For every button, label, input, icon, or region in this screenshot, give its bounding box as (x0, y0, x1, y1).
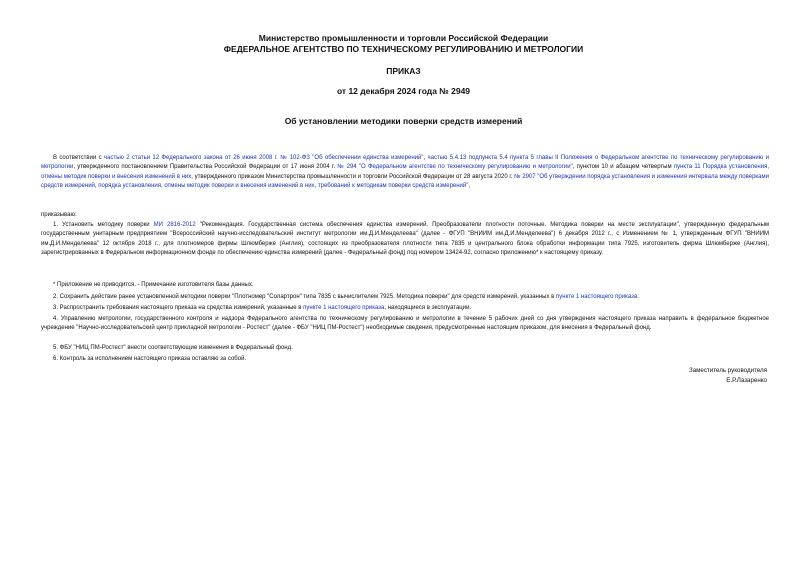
order-item-3 (41, 304, 769, 313)
order-word: приказываю: (41, 212, 77, 218)
point-1-link[interactable]: пункте 1 настоящего приказа (303, 305, 385, 311)
resolution-294-link[interactable]: № 294 "О Федеральном агентстве по техническому регулированию и метрологии" (337, 164, 573, 171)
order-item-4: 4. Управлению метрологии, государственного контроля и надзора Федерального агентства по техническому регулированию и метрологии в течение 5 рабочих дней со дня утверждения настоящего приказа направить в федеральное бюджетное учреждение "Научно-исследовательский центр прикладной метрологии - Ростест" (далее - ФБУ "НИЦ ПМ-Ростест") необходимые сведения, предусмотренные настоящим приказом, для внесения в Федеральный фонд. (41, 316, 769, 332)
document-type: ПРИКАЗ (386, 66, 421, 76)
preamble-text: , пунктом 10 и абзацем четвертым (572, 164, 674, 171)
signature-block (689, 366, 767, 386)
point-1-link[interactable]: пункте 1 настоящего приказа (556, 294, 638, 300)
ministry-name: Министерство промышленности и торговли Российской Федерации (258, 33, 549, 43)
item-text: 3. Распространить требования настоящего приказа на средства измерений, указанные в (53, 305, 304, 311)
document-date-number: от 12 декабря 2024 года № 2949 (336, 86, 471, 96)
document-title: Об установлении методики поверки средств измерений (284, 116, 523, 126)
agency-name: ФЕДЕРАЛЬНОЕ АГЕНТСТВО ПО ТЕХНИЧЕСКОМУ РЕГУЛИРОВАНИЮ И МЕТРОЛОГИИ (223, 44, 584, 54)
item-text: . (637, 294, 639, 300)
preamble-text: , утвержденного постановлением Правительства Российской Федерации от 17 июня 2004 г. (73, 164, 338, 171)
mi-2816-2012-link[interactable]: МИ 2816-2012 (153, 222, 196, 228)
order-2907-link[interactable]: № 2907 "Об утверждении порядка установления и изменения интервала между поверками средств измерений, порядка установления, отмены методик поверки и внесения изменений в них, требований к методикам поверки средств измерений" (41, 173, 769, 190)
procedure-point-11-link[interactable]: пункта 11 Порядка установления, отмены методик поверки и внесения изменений в них (41, 164, 769, 180)
preamble-paragraph (41, 154, 769, 192)
preamble-text: В соответствии с (53, 155, 105, 161)
item-text: , находящиеся в эксплуатации. (384, 305, 472, 311)
footnote: * Приложение не приводится. - Примечание изготовителя базы данных. (53, 282, 254, 288)
order-item-2 (41, 293, 769, 302)
agency-regulation-link[interactable]: частью 5.4.13 подпункта 5.4 пункта 5 главы II Положения о Федеральном агентстве по техническому регулированию и метрологии (41, 155, 769, 171)
order-item-6: 6. Контроль за исполнением настоящего приказа оставляю за собой. (53, 356, 247, 362)
preamble-text: , (423, 155, 428, 161)
item-text: 1. Установить методику поверки (53, 222, 154, 228)
law-102-fz-link[interactable]: частью 2 статьи 12 Федерального закона от 26 июня 2008 г. № 102-ФЗ "Об обеспечении единства измерений" (104, 155, 424, 161)
signer-position: Заместитель руководителя (688, 367, 767, 374)
item-text: 2. Сохранить действие ранее установленной методики поверки "Плотномер "Солартрон" типа 7835 с вычислителем 7925. Методика поверки" для средств измерений, указанных в (53, 294, 557, 300)
signer-name: Е.Р.Лазаренко (726, 377, 767, 384)
order-item-5: 5. ФБУ "НИЦ ПМ-Ростест" внести соответствующие изменения в Федеральный фонд. (53, 345, 293, 351)
order-item-1 (41, 221, 769, 259)
preamble-text: , (468, 183, 471, 190)
item-text: "Рекомендация. Государственная система обеспечения единства измерений. Преобразователи плотности поточные. Методика поверки на месте эксплуатации", утвержденную федеральным государственным унитарным предприятием "Всероссийский научно-исследовательский институт метрологии им.Д.И.Менделеева" (далее - ФГУП "ВНИИМ им.Д.И.Менделеева") 6 декабря 2012 г., с Изменением № 1, утвержденным ФГУП "ВНИИМ им.Д.И.Менделеева" 12 октября 2018 г., для плотномеров фирмы Шлюмберже (Англия), состоящих из преобразователя плотности типа 7835 и центрального блока обработки информации типа 7925, изготовитель фирма Шлюмберже (Англия), зарегистрированных в Федеральном информационном фонде по обеспечению единства измерений (далее - Федеральный фонд) под номером 13424-92, согласно приложению* к настоящему приказу. (41, 222, 769, 257)
preamble-text: , утвержденного приказом Министерства промышленности и торговли Российской Федерации от 28 августа 2020 г. (191, 173, 515, 180)
